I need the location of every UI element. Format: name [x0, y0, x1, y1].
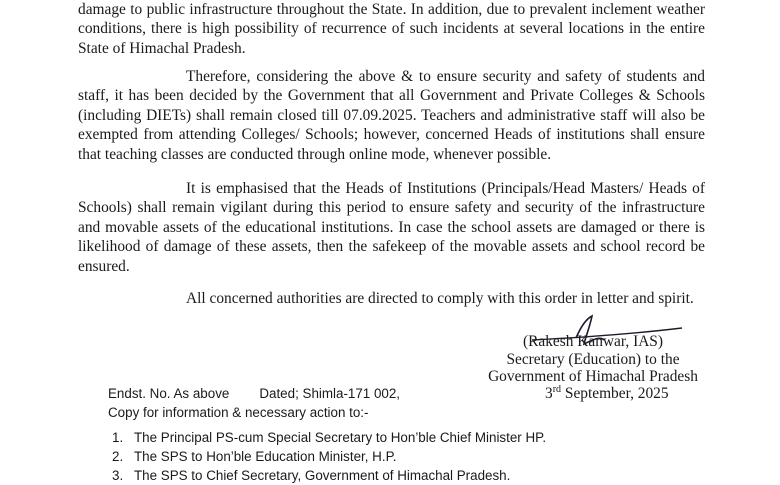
paragraph-comply-directive: All concerned authorities are directed to comply with this order in letter and spirit. [186, 290, 694, 307]
paragraph-heads-vigilance: It is emphasised that the Heads of Institutions (Principals/Head Masters/ Heads of Schools) shall remain vigilant during this period to ensure safety and security of the infrastructure and movable assets of the educational institutions. In case the school assets are damaged or there is likelihood of damage of these assets, then the safekeep of the movable assets and school record be ensured. [78, 180, 705, 275]
endorsement-dated: Dated; Shimla-171 002, [259, 386, 401, 401]
endorsement-line [108, 385, 400, 402]
signatory-designation: Secretary (Education) to the [506, 351, 680, 368]
paragraph-closure-order: Therefore, considering the above & to ensure security and safety of students and staff, it has been decided by the Government that all Government and Private Colleges & Schools (including DIETs) shall remain closed till 07.09.2025. Teachers and administrative staff will also be exempted from attending Colleges/ Schools; however, concerned Heads of institutions shall ensure that teaching classes are conducted through online mode, whenever possible. [78, 68, 705, 163]
signatory-name: (Rakesh Kanwar, IAS) [523, 333, 663, 350]
order-date: 3rd September, 2025 [545, 384, 669, 403]
list-item: 2. The SPS to Hon’ble Education Minister, H.P. [112, 449, 397, 464]
copy-recipient-list [112, 428, 546, 485]
copy-heading: Copy for information & necessary action to:- [108, 405, 369, 420]
list-item: 1. The Principal PS-cum Special Secretary to Hon’ble Chief Minister HP. [112, 430, 547, 445]
list-item: 3. The SPS to Chief Secretary, Government of Himachal Pradesh. [112, 468, 511, 483]
endorsement-number: Endst. No. As above [108, 386, 230, 401]
paragraph-infrastructure-damage: damage to public infrastructure throughout the State. In addition, due to prevalent inclement weather conditions, there is high possibility of recurrence of such incidents at several locations in the entire State of Himachal Pradesh. [78, 1, 705, 57]
signatory-government: Government of Himachal Pradesh [488, 368, 698, 385]
